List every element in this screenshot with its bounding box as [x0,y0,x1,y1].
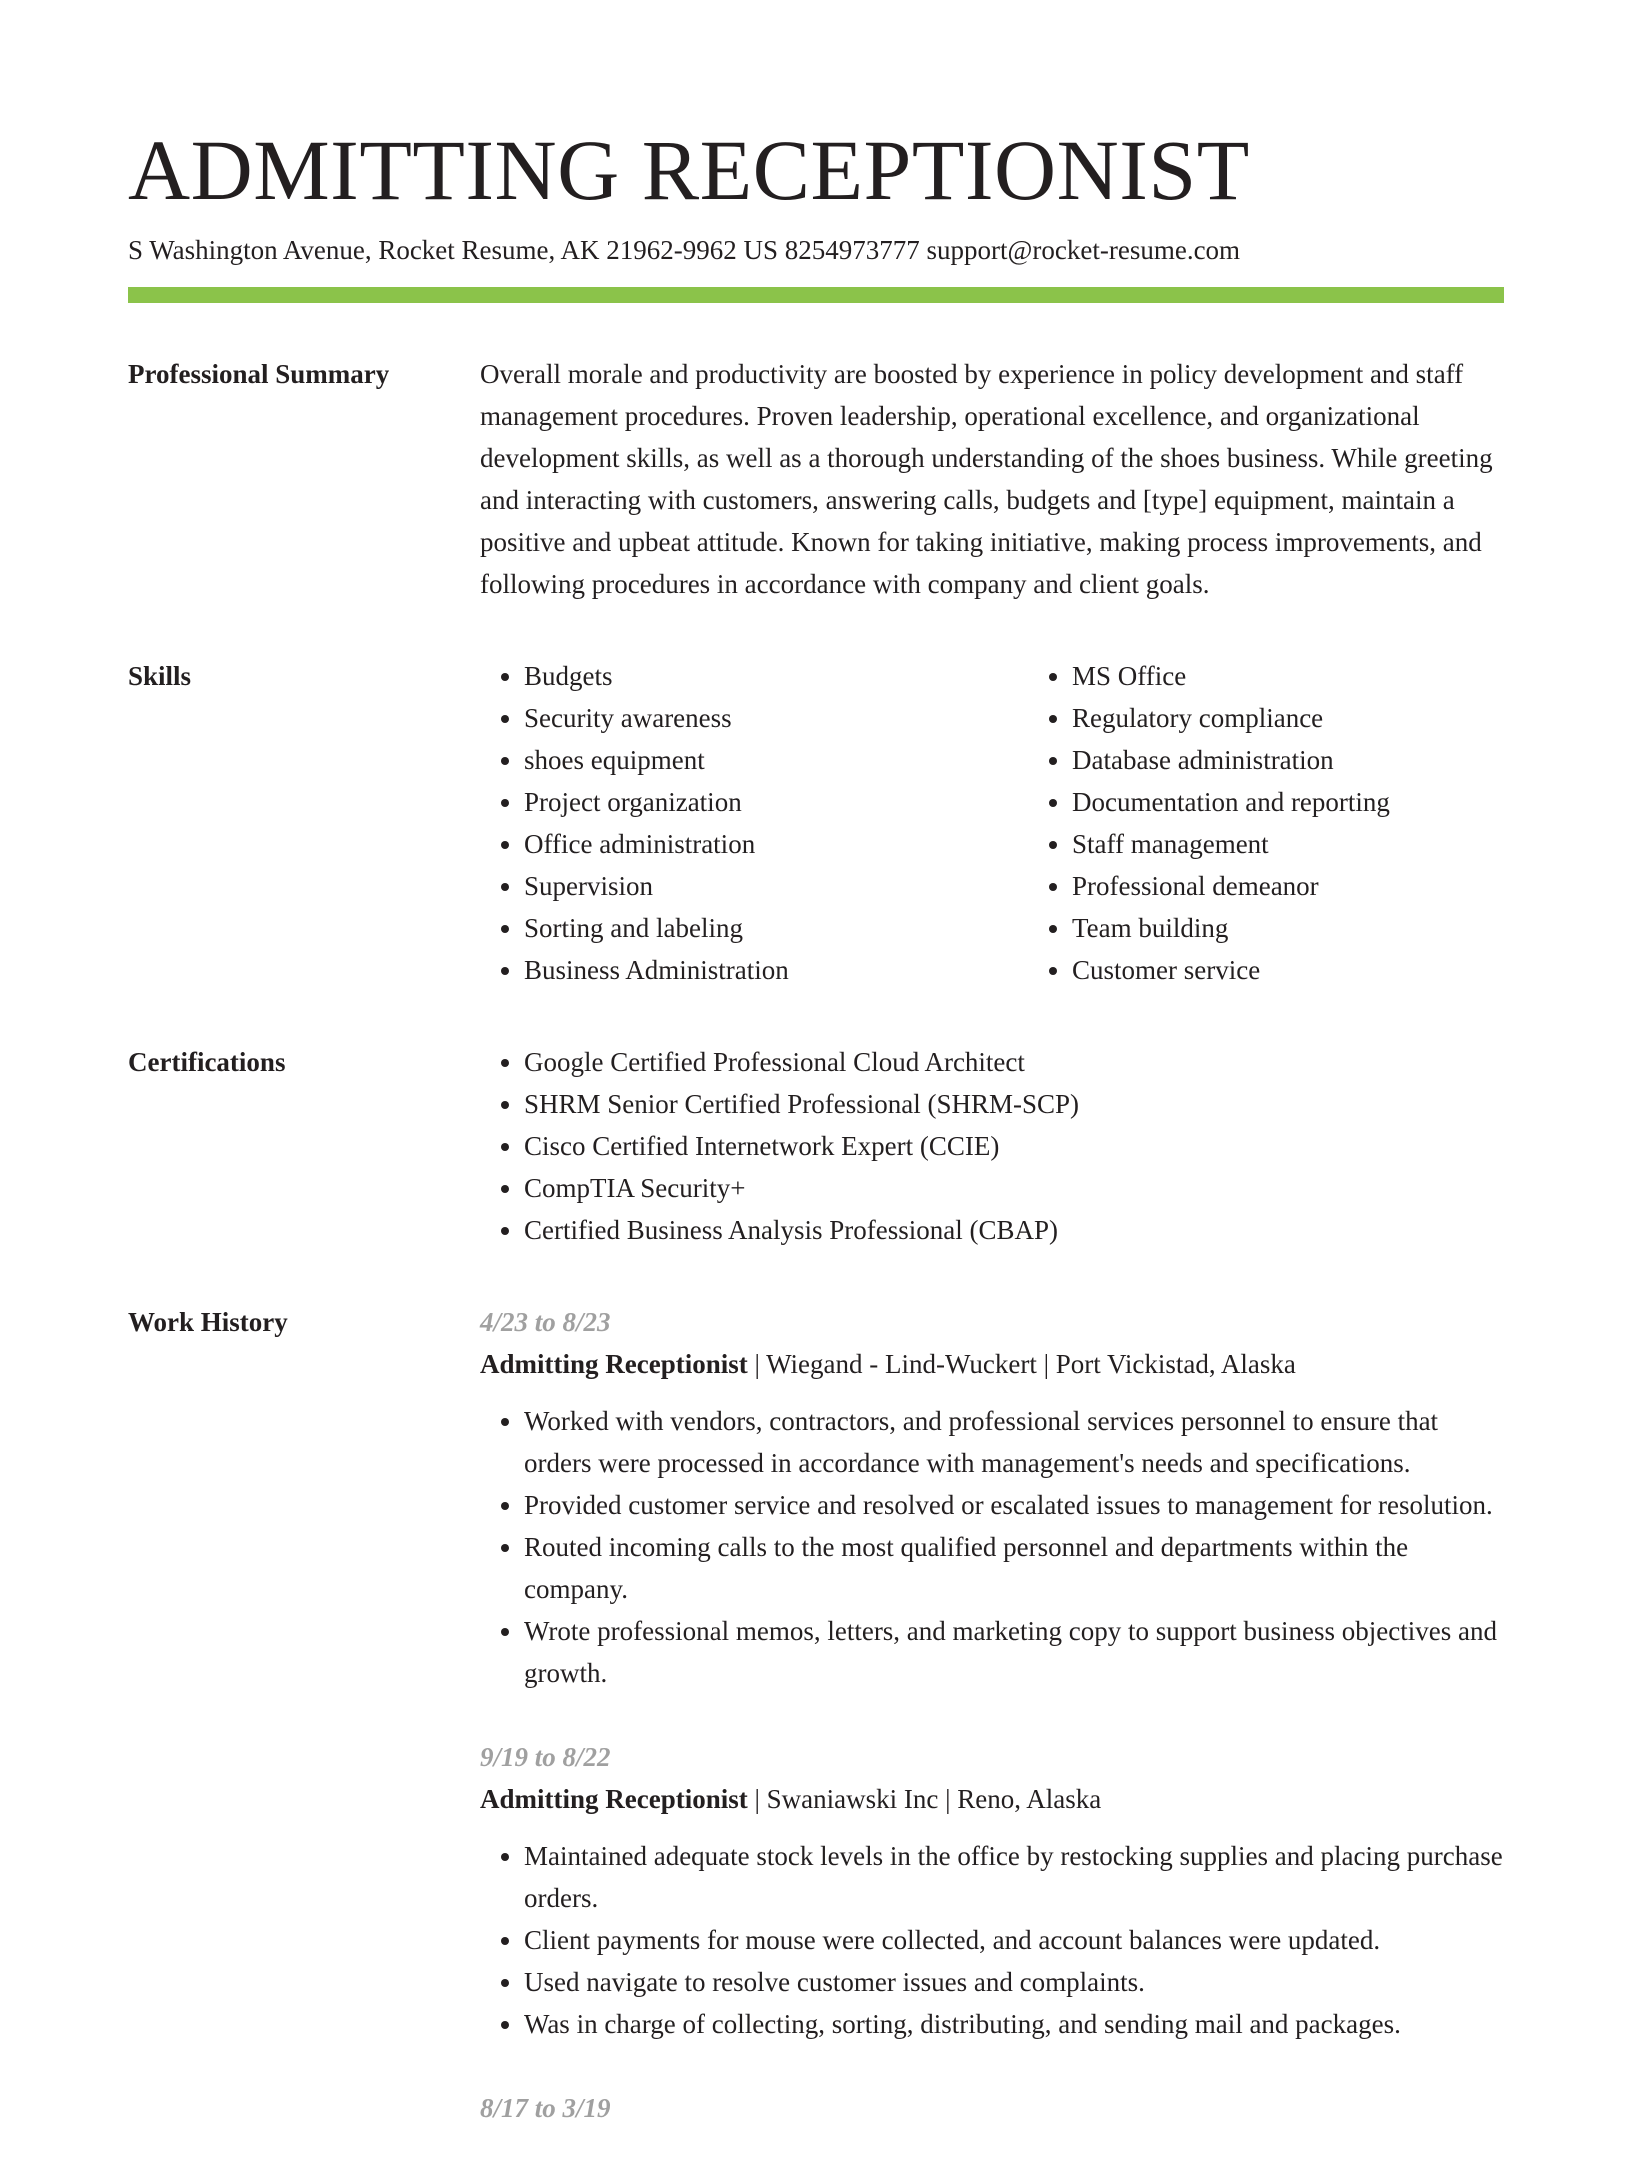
certification-item: • SHRM Senior Certified Professional (SHRM-SCP) [524,1083,1504,1125]
header-divider [128,287,1504,303]
job-title: Admitting Receptionist [480,1349,748,1379]
certification-item: • Google Certified Professional Cloud Architect [524,1041,1504,1083]
job-title: Admitting Receptionist [480,1784,748,1814]
section-title-certifications: Certifications [128,1047,286,1077]
skills-list-left [480,655,1028,991]
job-entry [480,1301,1504,1694]
job-entry [480,1736,1504,2045]
job-company-location: | Swaniawski Inc | Reno, Alaska [747,1784,1102,1814]
job-bullets [480,1400,1504,1694]
job-bullet: • Provided customer service and resolved or escalated issues to management for resolution. [524,1484,1504,1526]
work-history-section [128,1301,1504,2171]
section-title-summary: Professional Summary [128,359,390,389]
skill-item: • Security awareness [524,697,1028,739]
skills-list-right [1028,655,1576,991]
skill-item: • Staff management [1072,823,1576,865]
certification-item: • Certified Business Analysis Professional (CBAP) [524,1209,1504,1251]
job-dates: 4/23 to 8/23 [480,1307,611,1337]
job-bullet: • Worked with vendors, contractors, and professional services personnel to ensure that orders were processed in accordance with management's needs and specifications. [524,1400,1504,1484]
job-dates: 8/17 to 3/19 [480,2093,611,2123]
certifications-list [480,1041,1504,1251]
resume-page [128,120,1504,2171]
skill-item: • Project organization [524,781,1028,823]
skill-item: • Regulatory compliance [1072,697,1576,739]
contact-line: S Washington Avenue, Rocket Resume, AK 21962-9962 US 8254973777 support@rocket-resume.com [128,235,1241,265]
section-title-skills: Skills [128,661,192,691]
job-bullet: • Client payments for mouse were collected, and account balances were updated. [524,1919,1504,1961]
skill-item: • Team building [1072,907,1576,949]
skill-item: • shoes equipment [524,739,1028,781]
job-company-location: | Wiegand - Lind-Wuckert | Port Vickistad, Alaska [747,1349,1296,1379]
skill-item: • Supervision [524,865,1028,907]
job-heading [480,1343,1504,1385]
job-bullet: • Routed incoming calls to the most qualified personnel and departments within the company. [524,1526,1504,1610]
summary-text: Overall morale and productivity are boosted by experience in policy development and staff management procedures. Proven leadership, operational excellence, and organizational development skills, as well as a thorough understanding of the shoes business. While greeting and interacting with customers, answering calls, budgets and [type] equipment, maintain a positive and upbeat attitude. Known for taking initiative, making process improvements, and following procedures in accordance with company and client goals. [480,359,1493,599]
job-heading [480,1778,1504,1820]
skill-item: • MS Office [1072,655,1576,697]
skill-item: • Budgets [524,655,1028,697]
certifications-section [128,1041,1504,1251]
certification-item: • Cisco Certified Internetwork Expert (CCIE) [524,1125,1504,1167]
job-entry [480,2087,1504,2129]
skill-item: • Office administration [524,823,1028,865]
skill-item: • Documentation and reporting [1072,781,1576,823]
job-bullet: • Was in charge of collecting, sorting, distributing, and sending mail and packages. [524,2003,1504,2045]
section-title-work-history: Work History [128,1307,288,1337]
skill-item: • Professional demeanor [1072,865,1576,907]
job-bullets [480,1835,1504,2045]
job-bullet: • Used navigate to resolve customer issues and complaints. [524,1961,1504,2003]
skill-item: • Database administration [1072,739,1576,781]
skills-section [128,655,1504,991]
certification-item: • CompTIA Security+ [524,1167,1504,1209]
job-bullet: • Wrote professional memos, letters, and marketing copy to support business objectives and growth. [524,1610,1504,1694]
summary-section [128,353,1504,605]
skill-item: • Business Administration [524,949,1028,991]
job-bullet: • Maintained adequate stock levels in the office by restocking supplies and placing purchase orders. [524,1835,1504,1919]
skill-item: • Customer service [1072,949,1576,991]
skill-item: • Sorting and labeling [524,907,1028,949]
job-dates: 9/19 to 8/22 [480,1742,611,1772]
resume-name: ADMITTING RECEPTIONIST [128,122,1250,218]
